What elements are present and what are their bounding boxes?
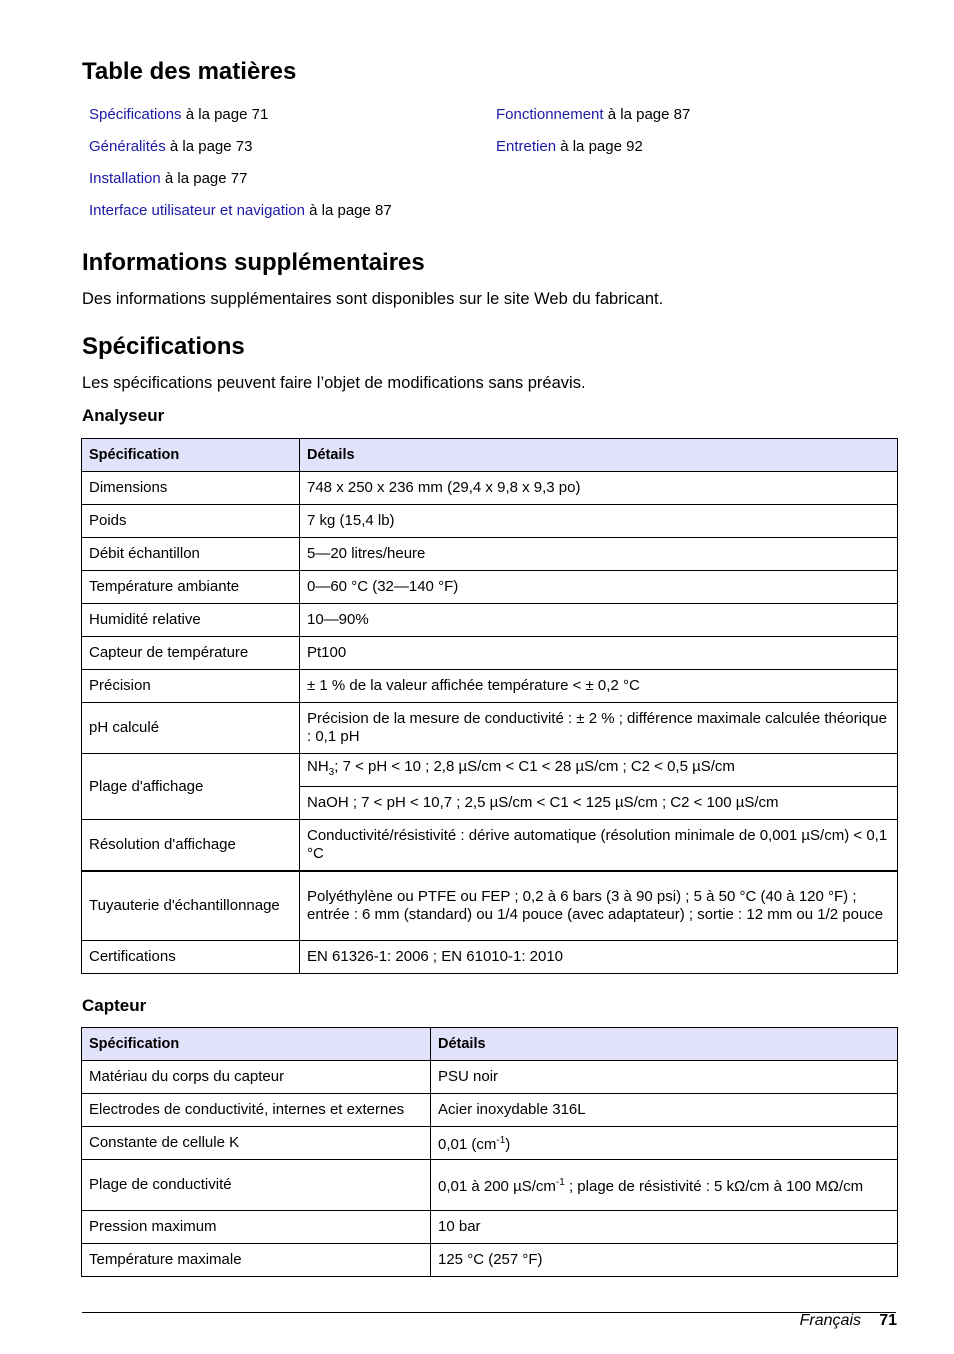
spec-name: Dimensions xyxy=(82,472,300,505)
table-row xyxy=(82,571,898,604)
spec-name: Capteur de température xyxy=(82,637,300,670)
table-row xyxy=(82,472,898,505)
spec-value: 748 x 250 x 236 mm (29,4 x 9,8 x 9,3 po) xyxy=(300,472,898,505)
table-row xyxy=(82,637,898,670)
spec-value: 7 kg (15,4 lb) xyxy=(300,505,898,538)
toc-link-specifications[interactable]: Spécifications xyxy=(89,106,182,123)
toc-link-entretien[interactable]: Entretien xyxy=(496,138,557,155)
toc-page-ref: à la page 87 xyxy=(603,106,691,123)
toc-item xyxy=(89,170,247,187)
spec-value: EN 61326-1: 2006 ; EN 61010-1: 2010 xyxy=(300,941,898,974)
table-row xyxy=(82,538,898,571)
toc-page-ref: à la page 87 xyxy=(304,202,392,219)
table-row xyxy=(82,820,898,872)
toc-item xyxy=(89,138,252,155)
column-header-details: Détails xyxy=(300,439,898,472)
spec-name: Plage de conductivité xyxy=(82,1160,431,1211)
table-row xyxy=(82,703,898,754)
spec-value: ± 1 % de la valeur affichée température < ± 0,2 °C xyxy=(300,670,898,703)
toc-item xyxy=(89,202,392,219)
spec-value: Acier inoxydable 316L xyxy=(431,1094,898,1127)
footer-rule xyxy=(82,1312,896,1313)
spec-name: Résolution d'affichage xyxy=(82,820,300,872)
info-title: Informations supplémentaires xyxy=(82,249,425,276)
spec-name: Matériau du corps du capteur xyxy=(82,1061,431,1094)
toc-item xyxy=(496,106,690,123)
column-header-specification: Spécification xyxy=(82,439,300,472)
spec-value: Polyéthylène ou PTFE ou FEP ; 0,2 à 6 bars (3 à 90 psi) ; 5 à 50 °C (40 à 120 °F) ; entrée : 6 mm (standard) ou 1/4 pouce (avec adaptateur) ; sortie : 12 mm ou 1/2 pouce xyxy=(300,871,898,941)
toc-link-generalites[interactable]: Généralités xyxy=(89,138,166,155)
table-row xyxy=(82,941,898,974)
table-header-row xyxy=(82,439,898,472)
table-row xyxy=(82,1094,898,1127)
specs-text: Les spécifications peuvent faire l’objet de modifications sans préavis. xyxy=(82,374,586,392)
spec-name: Pression maximum xyxy=(82,1211,431,1244)
table-row xyxy=(82,1160,898,1211)
spec-value: Pt100 xyxy=(300,637,898,670)
spec-value: NaOH ; 7 < pH < 10,7 ; 2,5 µS/cm < C1 < 125 µS/cm ; C2 < 100 µS/cm xyxy=(300,787,898,820)
spec-name: Plage d'affichage xyxy=(82,754,300,820)
spec-value: 10 bar xyxy=(431,1211,898,1244)
spec-name: Température maximale xyxy=(82,1244,431,1277)
analyseur-table xyxy=(81,438,898,974)
nh3-formula: $NH_3$ xyxy=(307,758,335,778)
toc-item xyxy=(89,106,268,123)
spec-name: Constante de cellule K xyxy=(82,1127,431,1160)
table-row xyxy=(82,670,898,703)
table-header-row xyxy=(82,1028,898,1061)
capteur-table xyxy=(81,1027,898,1277)
table-row xyxy=(82,505,898,538)
spec-value: 0—60 °C (32—140 °F) xyxy=(300,571,898,604)
table-row xyxy=(82,1211,898,1244)
table-row xyxy=(82,1244,898,1277)
spec-name: Poids xyxy=(82,505,300,538)
spec-value: 10—90% xyxy=(300,604,898,637)
table-row xyxy=(82,604,898,637)
spec-value: 0,01 $(cm^{-1})$ xyxy=(431,1127,898,1160)
analyseur-title: Analyseur xyxy=(82,406,165,425)
spec-name: pH calculé xyxy=(82,703,300,754)
toc-page-ref: à la page 71 xyxy=(181,106,269,123)
footer-language: Français xyxy=(799,1312,861,1329)
toc-page-ref: à la page 73 xyxy=(165,138,253,155)
toc-page-ref: à la page 77 xyxy=(160,170,248,187)
spec-value: 0,01 à 200 $\mu S/cm^{-1}$ ; plage de résistivité : 5 kΩ/cm à 100 MΩ/cm xyxy=(431,1160,898,1211)
toc-link-fonctionnement[interactable]: Fonctionnement xyxy=(496,106,604,123)
spec-value: PSU noir xyxy=(431,1061,898,1094)
toc-link-interface[interactable]: Interface utilisateur et navigation xyxy=(89,202,305,219)
spec-name: Humidité relative xyxy=(82,604,300,637)
spec-name: Tuyauterie d'échantillonnage xyxy=(82,871,300,941)
capteur-title: Capteur xyxy=(82,996,147,1015)
table-row xyxy=(82,871,898,941)
toc-page-ref: à la page 92 xyxy=(556,138,643,155)
spec-value: 5—20 litres/heure xyxy=(300,538,898,571)
column-header-specification: Spécification xyxy=(82,1028,431,1061)
table-row xyxy=(82,1061,898,1094)
spec-name: Température ambiante xyxy=(82,571,300,604)
spec-value: 125 °C (257 °F) xyxy=(431,1244,898,1277)
column-header-details: Détails xyxy=(431,1028,898,1061)
table-row xyxy=(82,1127,898,1160)
spec-name: Certifications xyxy=(82,941,300,974)
spec-name: Débit échantillon xyxy=(82,538,300,571)
toc-item xyxy=(496,138,643,155)
spec-value: $NH_3$; 7 < pH < 10 ; 2,8 µS/cm < C1 < 28 µS/cm ; C2 < 0,5 µS/cm xyxy=(300,754,898,787)
toc-title: Table des matières xyxy=(82,58,297,85)
page-number: 71 xyxy=(879,1312,897,1329)
spec-name: Précision xyxy=(82,670,300,703)
table-row xyxy=(82,754,898,787)
spec-value: Précision de la mesure de conductivité : ± 2 % ; différence maximale calculée théorique : 0,1 pH xyxy=(300,703,898,754)
specs-title: Spécifications xyxy=(82,333,245,360)
spec-name: Electrodes de conductivité, internes et externes xyxy=(82,1094,431,1127)
info-text: Des informations supplémentaires sont disponibles sur le site Web du fabricant. xyxy=(82,290,664,308)
spec-value: Conductivité/résistivité : dérive automatique (résolution minimale de 0,001 µS/cm) < 0,1 °C xyxy=(300,820,898,872)
toc-link-installation[interactable]: Installation xyxy=(89,170,161,187)
